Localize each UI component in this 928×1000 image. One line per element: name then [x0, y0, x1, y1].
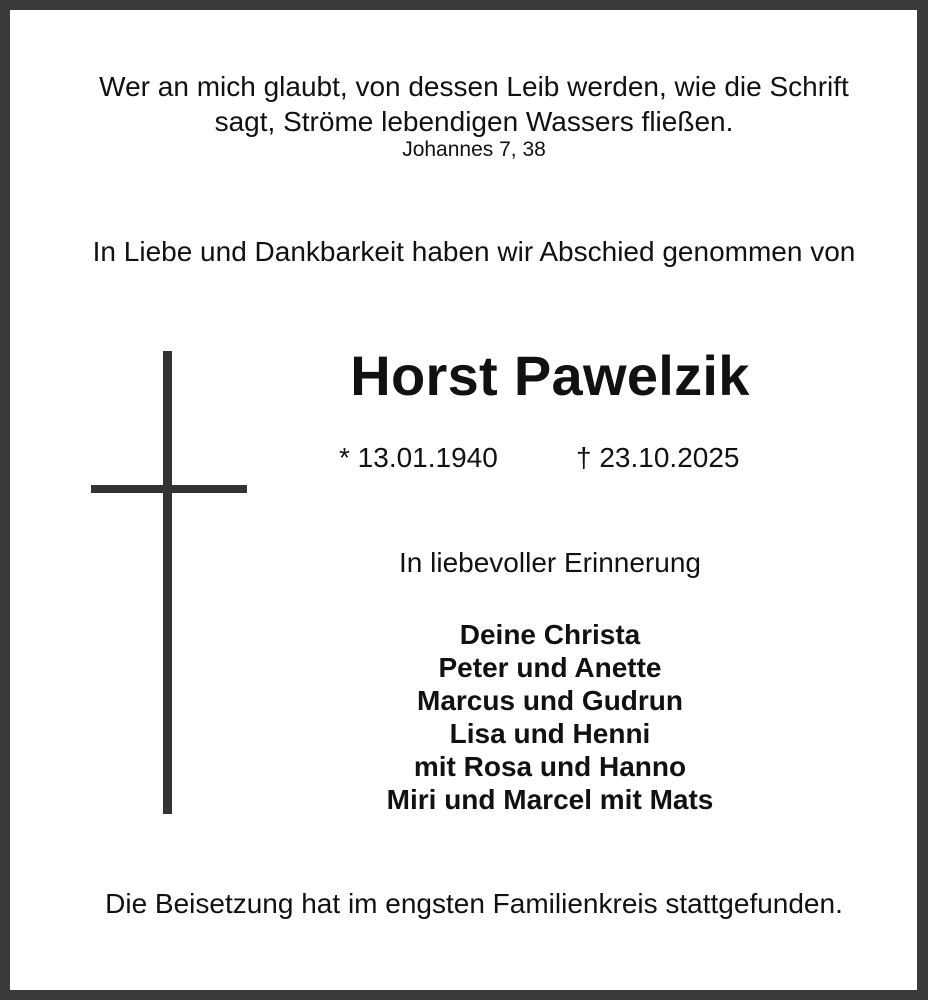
- closing-text: Die Beisetzung hat im engsten Familienkreis stattgefunden.: [105, 888, 843, 919]
- family-member: Deine Christa: [459, 619, 641, 650]
- memory-text: In liebevoller Erinnerung: [399, 547, 701, 578]
- cross-icon: [163, 351, 172, 814]
- family-member: Lisa und Henni: [449, 718, 651, 749]
- death-date: † 23.10.2025: [576, 442, 740, 473]
- verse-line-2: sagt, Ströme lebendigen Wassers fließen.: [214, 106, 734, 137]
- family-member: Peter und Anette: [438, 652, 662, 683]
- family-member: Marcus und Gudrun: [417, 685, 683, 716]
- deceased-name: Horst Pawelzik: [350, 344, 750, 407]
- family-member: mit Rosa und Hanno: [413, 751, 687, 782]
- verse-source: Johannes 7, 38: [402, 138, 546, 161]
- family-member: Miri und Marcel mit Mats: [386, 784, 714, 815]
- intro-text: In Liebe und Dankbarkeit haben wir Abschied genommen von: [92, 236, 856, 267]
- cross-icon-beam: [91, 485, 247, 493]
- verse-line-1: Wer an mich glaubt, von dessen Leib werden, wie die Schrift: [99, 71, 849, 102]
- birth-date: * 13.01.1940: [339, 442, 498, 473]
